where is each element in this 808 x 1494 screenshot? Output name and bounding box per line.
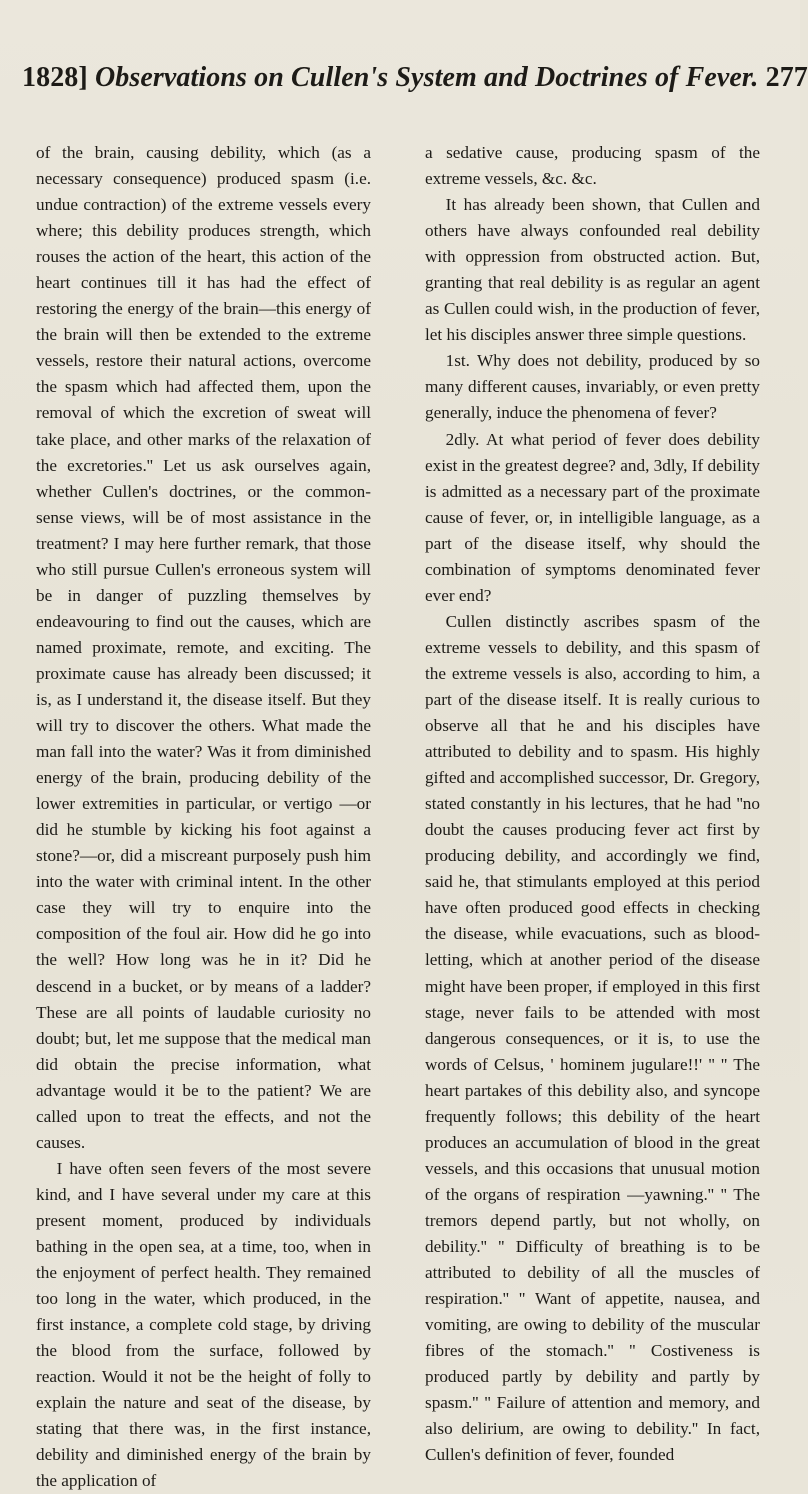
right-paragraph-5: Cullen distinctly ascribes spasm of the extreme vessels to debility, and this spasm of the extreme vessels is also, according to him, a part of the disease itself. It is really curious to observe all that he and his disciples have attributed to debility and to spasm. His highly gifted and accomplished successor, Dr. Gregory, stated constantly in his lectures, that he had ''no doubt the causes producing fever act first by producing debility, and accordingly we find, said he, that stimulants employed at this period have often produced good effects in checking the disease, while evacuations, such as blood-letting, which at another period of the disease might have been proper, if employed in this first stage, never fails to be attended with most dangerous consequences, or it is, to use the words of Celsus, ' hominem jugulare!!' '' '' The heart partakes of this debility also, and syncope frequently follows; this debility of the heart produces an accumulation of blood in the great vessels, and this occasions that unusual motion of the organs of respiration —yawning.'' '' The tremors depend partly, but not wholly, on debility.'' '' Difficulty of breathing is to be attributed to debility of all the muscles of respiration.'' '' Want of appetite, nausea, and vomiting, are owing to debility of the muscular fibres of the stomach.'' '' Costiveness is produced partly by debility and partly by spasm.'' '' Failure of attention and memory, and also delirium, are owing to debility.'' In fact, Cullen's definition of fever, founded [425,611,760,1465]
right-column [425,140,760,1468]
left-column [36,140,371,1494]
right-paragraph-3: 1st. Why does not debility, produced by so many different causes, invariably, or even pretty generally, induce the phenomena of fever? [425,351,760,423]
right-paragraph-2: It has already been shown, that Cullen and others have always confounded real debility with oppression from obstructed action. But, granting that real debility is as regular an agent as Cullen could wish, in the production of fever, let his disciples answer three simple questions. [425,195,760,345]
running-head [22,62,808,94]
left-paragraph-2: I have often seen fevers of the most severe kind, and I have several under my care at this present moment, produced by individuals bathing in the open sea, at a time, too, when in the enjoyment of perfect health. They remained too long in the water, which produced, in the first instance, a complete cold stage, by driving the blood from the surface, followed by reaction. Would it not be the height of folly to explain the nature and seat of the disease, by stating that there was, in the first instance, debility and diminished energy of the brain by the application of [36,1158,371,1491]
right-paragraph-4: 2dly. At what period of fever does debility exist in the greatest degree? and, 3dly, If debility is admitted as a necessary part of the proximate cause of fever, or, in intelligible language, as a part of the disease itself, why should the combination of symptoms denominated fever ever end? [425,429,760,605]
right-paragraph-1: a sedative cause, producing spasm of the extreme vessels, &c. &c. [425,143,760,189]
header-page-number: 277 [765,62,808,93]
header-year: 1828] [22,62,88,93]
left-paragraph-1: of the brain, causing debility, which (as a necessary consequence) produced spasm (i.e. undue contraction) of the extreme vessels every where; this debility produces strength, which rouses the action of the heart, this action of the heart continues till it has had the effect of restoring the energy of the brain—this energy of the brain will then be extended to the extreme vessels, restore their natural actions, overcome the spasm which had affected them, upon the removal of which the excretion of sweat will take place, and other marks of the relaxation of the excretories.'' Let us ask ourselves again, whether Cullen's doctrines, or the common-sense views, will be of most assistance in the treatment? I may here further remark, that those who still pursue Cullen's erroneous system will be in danger of puzzling themselves by endeavouring to find out the causes, which are named proximate, remote, and exciting. The proximate cause has already been discussed; it is, as I understand it, the disease itself. But they will try to discover the others. What made the man fall into the water? Was it from diminished energy of the brain, producing debility of the lower extremities in particular, or vertigo —or did he stumble by kicking his foot against a stone?—or, did a miscreant purposely push him into the water with criminal intent. In the other case they will try to enquire into the composition of the foul air. How did he go into the well? How long was he in it? Did he descend in a bucket, or by means of a ladder? These are all points of laudable curiosity no doubt; but, let me suppose that the medical man did obtain the precise information, what advantage would it be to the patient? We are called upon to treat the effects, and not the causes. [36,143,371,1152]
header-title: Observations on Cullen's System and Doctrines of Fever. [94,62,759,93]
